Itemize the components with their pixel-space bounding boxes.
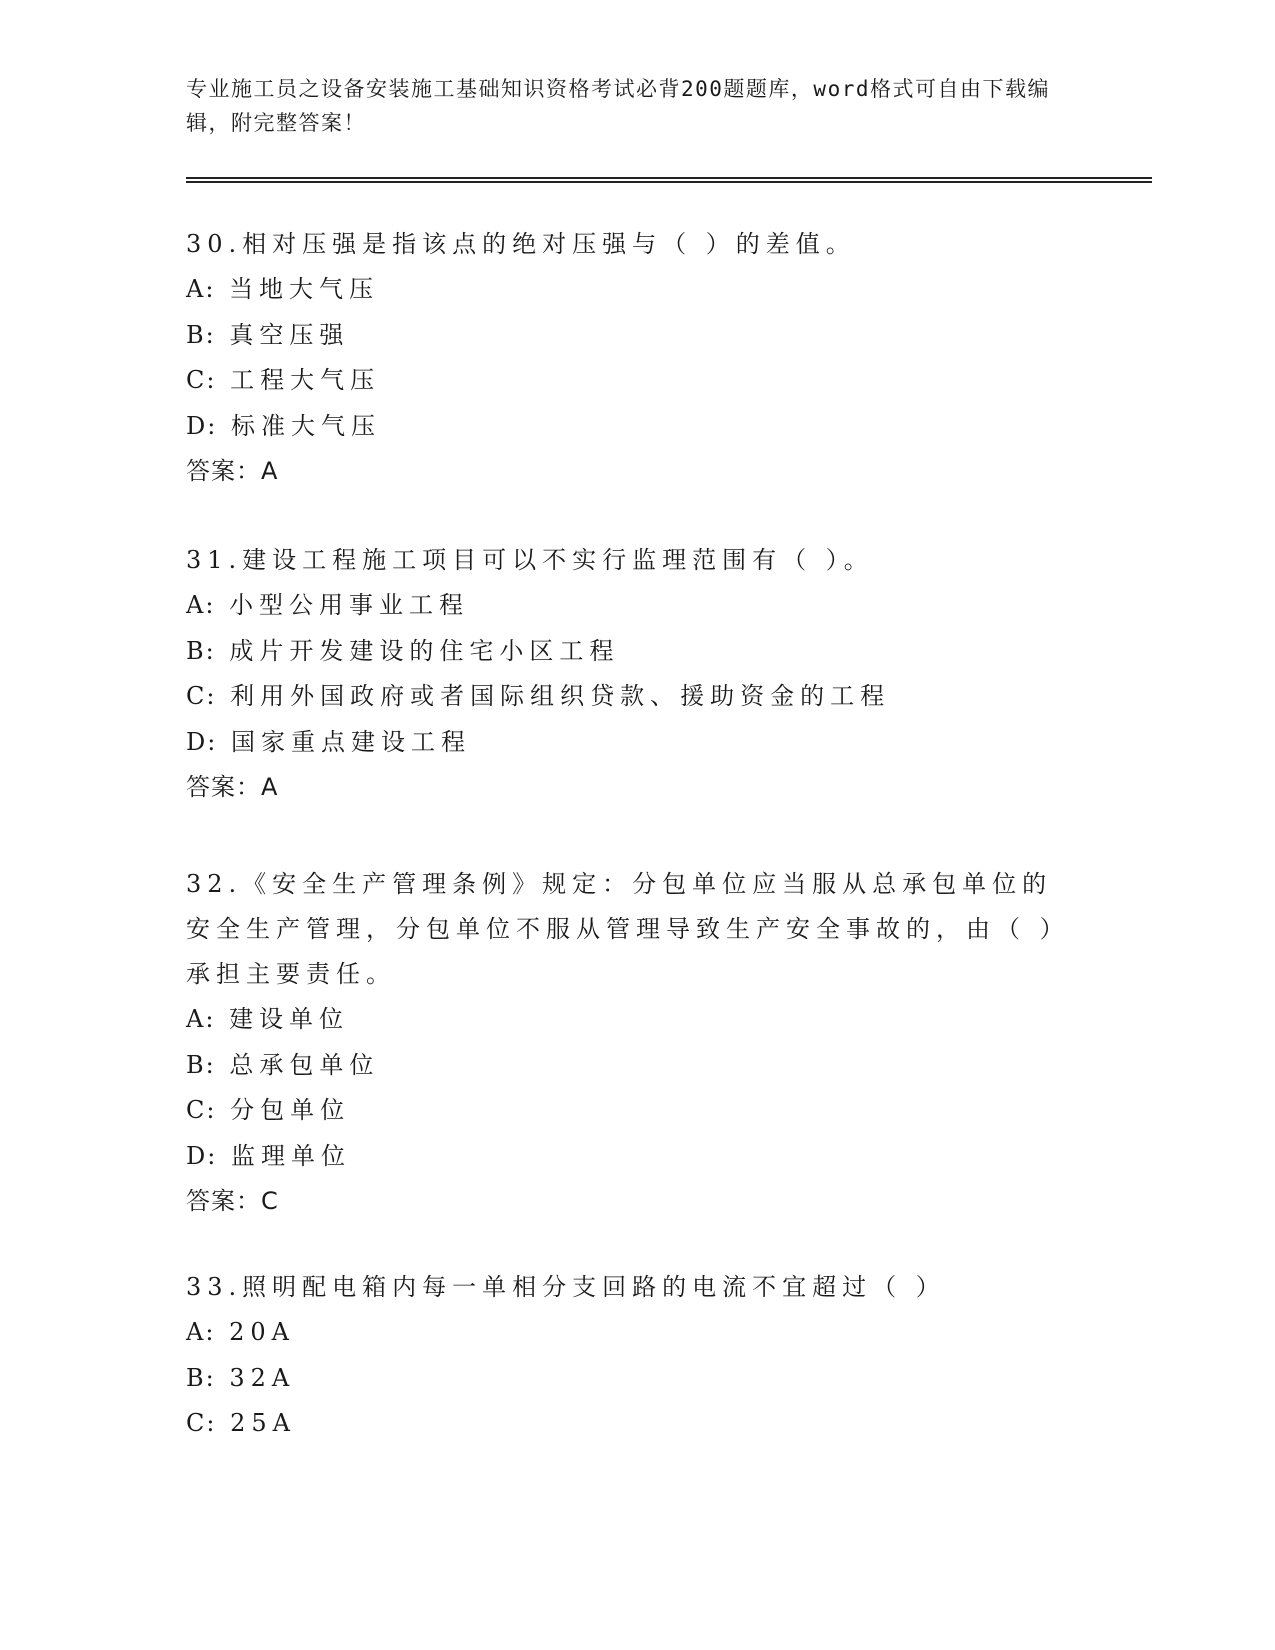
question-stem: 30.相对压强是指该点的绝对压强与（ ）的差值。 <box>186 230 856 258</box>
option-key: A: <box>186 1005 216 1033</box>
option-key: D: <box>186 1141 218 1170</box>
option-key: C: <box>186 682 217 710</box>
option-text: 小型公用事业工程 <box>229 591 470 619</box>
option-c <box>186 358 1086 404</box>
option-b <box>186 1043 1076 1089</box>
option-b <box>186 629 1086 675</box>
option-key: C: <box>186 366 217 394</box>
option-text: 分包单位 <box>230 1096 351 1124</box>
question-stem: 33.照明配电箱内每一单相分支回路的电流不宜超过（ ） <box>186 1273 946 1301</box>
option-text: 当地大气压 <box>229 275 380 303</box>
option-text: 真空压强 <box>229 320 350 349</box>
header-rule-bottom <box>186 181 1152 183</box>
option-key: D: <box>186 411 218 440</box>
option-text: 利用外国政府或者国际组织贷款、援助资金的工程 <box>230 682 891 710</box>
option-a <box>186 1310 1086 1356</box>
option-text: 32A <box>229 1363 296 1392</box>
option-key: B: <box>186 636 216 665</box>
option-key: A: <box>186 275 216 303</box>
question-30 <box>186 222 1086 495</box>
option-text: 监理单位 <box>230 1141 351 1170</box>
option-d <box>186 720 1086 766</box>
option-a <box>186 267 1086 313</box>
option-c <box>186 1088 1076 1134</box>
question-33 <box>186 1265 1086 1447</box>
option-a <box>186 997 1076 1043</box>
option-b <box>186 313 1086 359</box>
option-text: 20A <box>229 1318 295 1346</box>
option-c <box>186 1401 1086 1447</box>
option-key: C: <box>186 1096 217 1124</box>
question-32 <box>186 862 1076 1225</box>
option-text: 建设单位 <box>229 1005 350 1033</box>
option-text: 标准大气压 <box>230 411 381 440</box>
answer: 答案：C <box>186 1187 279 1215</box>
option-key: B: <box>186 1363 216 1392</box>
question-31 <box>186 538 1086 811</box>
option-text: 工程大气压 <box>230 366 381 394</box>
answer: 答案：A <box>186 773 279 801</box>
option-b <box>186 1356 1086 1402</box>
option-d <box>186 1134 1076 1180</box>
option-d <box>186 404 1086 450</box>
question-stem: 31.建设工程施工项目可以不实行监理范围有（ ）。 <box>186 546 874 574</box>
option-text: 成片开发建设的住宅小区工程 <box>229 636 620 665</box>
document-header: 专业施工员之设备安装施工基础知识资格考试必背200题题库，word格式可自由下载编辑，附完整答案！ <box>186 77 1050 135</box>
option-key: A: <box>186 1318 216 1346</box>
option-key: A: <box>186 591 216 619</box>
option-text: 25A <box>230 1409 296 1437</box>
option-key: B: <box>186 320 216 349</box>
header-rule-top <box>186 177 1152 179</box>
question-stem: 32.《安全生产管理条例》规定：分包单位应当服从总承包单位的安全生产管理，分包单位不服从管理导致生产安全事故的，由（ ）承担主要责任。 <box>186 870 1070 988</box>
option-text: 国家重点建设工程 <box>230 727 471 756</box>
option-key: B: <box>186 1050 216 1079</box>
option-key: C: <box>186 1409 217 1437</box>
option-key: D: <box>186 727 218 756</box>
option-c <box>186 674 1086 720</box>
option-a <box>186 583 1086 629</box>
answer: 答案：A <box>186 457 279 485</box>
option-text: 总承包单位 <box>229 1050 380 1079</box>
